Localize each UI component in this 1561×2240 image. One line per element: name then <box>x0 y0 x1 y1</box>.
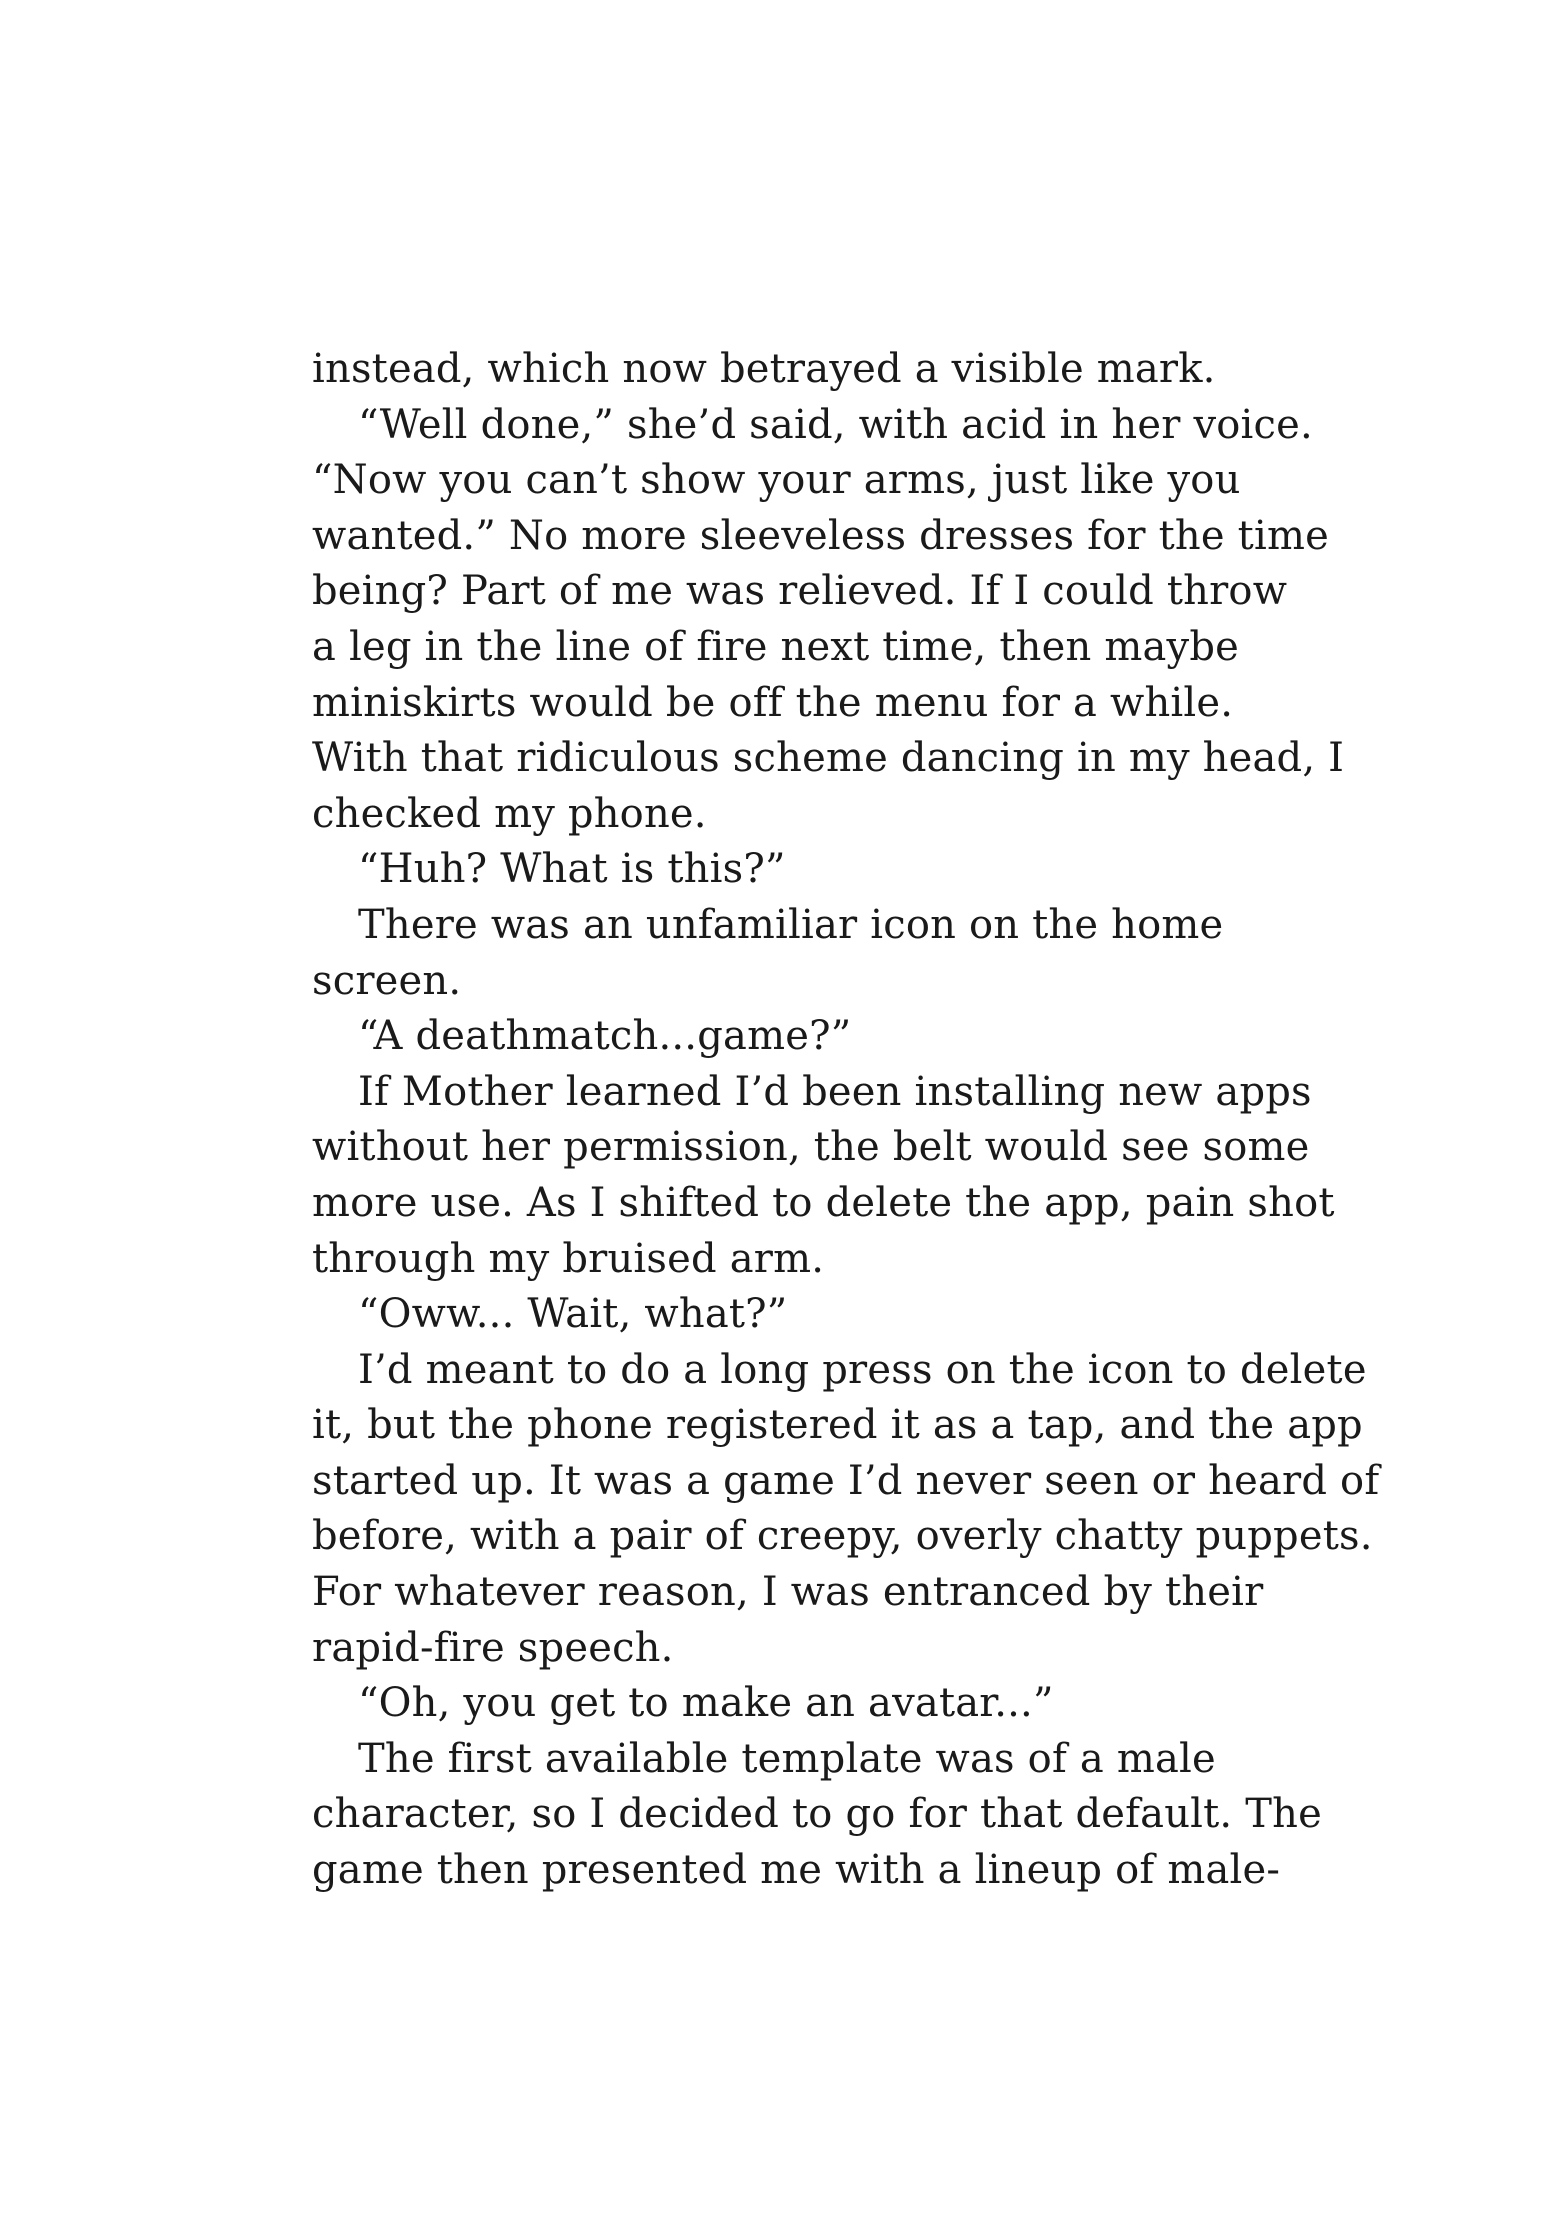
text-line: With that ridiculous scheme dancing in my head, I <box>312 735 1345 782</box>
text-line: “Now you can’t show your arms, just like you <box>312 457 1241 504</box>
text-line: The first available template was of a male <box>358 1735 1216 1782</box>
text-line: “Huh? What is this?” <box>358 846 786 893</box>
text-line: a leg in the line of fire next time, then maybe <box>312 623 1239 670</box>
text-line: “Oh, you get to make an avatar...” <box>358 1680 1054 1727</box>
text-line: There was an unfamiliar icon on the home <box>358 901 1224 948</box>
text-line: started up. It was a game I’d never seen or heard of <box>312 1457 1380 1504</box>
text-line: instead, which now betrayed a visible mark. <box>312 346 1216 392</box>
text-line: more use. As I shifted to delete the app, pain shot <box>312 1179 1335 1226</box>
text-line: before, with a pair of creepy, overly chatty puppets. <box>312 1513 1373 1560</box>
text-line: checked my phone. <box>312 790 707 837</box>
text-line: without her permission, the belt would see some <box>312 1124 1310 1171</box>
text-line: character, so I decided to go for that default. The <box>312 1791 1322 1838</box>
text-line: I’d meant to do a long press on the icon to delete <box>358 1346 1367 1393</box>
text-line: it, but the phone registered it as a tap, and the app <box>312 1402 1363 1449</box>
text-line: wanted.” No more sleeveless dresses for the time <box>312 512 1329 559</box>
text-line: game then presented me with a lineup of male- <box>312 1847 1281 1894</box>
text-line: “A deathmatch...game?” <box>358 1013 852 1060</box>
text-line: through my bruised arm. <box>312 1235 825 1282</box>
text-line: miniskirts would be off the menu for a while. <box>312 679 1234 726</box>
text-line: “Well done,” she’d said, with acid in her voice. <box>358 401 1313 448</box>
text-line: For whatever reason, I was entranced by their <box>312 1569 1264 1616</box>
text-line: rapid-fire speech. <box>312 1624 674 1671</box>
body-text <box>312 342 1380 1899</box>
text-line: “Oww... Wait, what?” <box>358 1291 788 1338</box>
text-line: If Mother learned I’d been installing new apps <box>358 1068 1312 1115</box>
text-line: being? Part of me was relieved. If I could throw <box>312 568 1288 615</box>
text-line: screen. <box>312 957 462 1004</box>
